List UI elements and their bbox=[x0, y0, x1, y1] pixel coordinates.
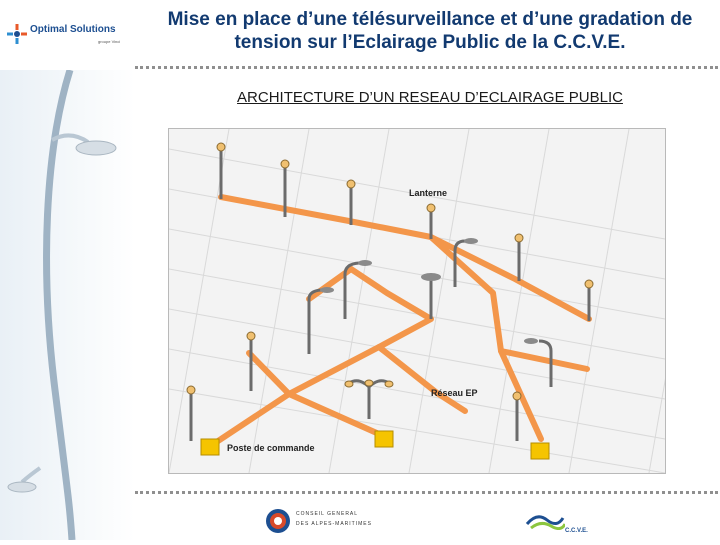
cg-line-2: DES ALPES-MARITIMES bbox=[296, 521, 372, 527]
control-cabinet bbox=[375, 431, 393, 447]
street-lamp-illustration bbox=[0, 70, 135, 540]
control-cabinet bbox=[531, 443, 549, 459]
cg-line-1: CONSEIL GENERAL bbox=[296, 511, 359, 517]
section-subtitle: ARCHITECTURE D’UN RESEAU D’ECLAIRAGE PUBLIC bbox=[237, 89, 623, 106]
network-diagram bbox=[168, 128, 666, 474]
label-poste-commande: Poste de commande bbox=[227, 443, 315, 453]
title-line-2: tension sur l’Eclairage Public de la C.C.V.E. bbox=[234, 32, 626, 53]
lamp-post-triple bbox=[345, 380, 393, 419]
network-diagram-svg bbox=[169, 129, 665, 473]
lamp-post bbox=[515, 234, 523, 281]
ccve-logo bbox=[525, 506, 600, 536]
cable-network bbox=[209, 197, 589, 447]
optimal-solutions-logo bbox=[6, 20, 131, 52]
cg-emblem-icon bbox=[264, 507, 292, 535]
title-line-1: Mise en place d’une télésurveillance et d’une gradation de bbox=[167, 9, 693, 30]
label-reseau-ep: Réseau EP bbox=[431, 388, 478, 398]
decorative-sidebar bbox=[0, 70, 135, 540]
label-lanterne: Lanterne bbox=[409, 188, 448, 198]
logo-subtext: groupe Vinci bbox=[98, 39, 121, 44]
lamp-post bbox=[187, 386, 195, 441]
lamp-post bbox=[513, 392, 521, 441]
control-cabinet bbox=[201, 439, 219, 455]
logo-text: Optimal Solutions bbox=[30, 24, 116, 35]
ccve-wave-icon bbox=[525, 508, 565, 530]
logo-mark-icon bbox=[6, 23, 28, 45]
conseil-general-logo bbox=[262, 505, 382, 537]
bottom-divider bbox=[135, 491, 718, 494]
ccve-text: C.C.V.E. bbox=[565, 528, 588, 534]
page-title bbox=[140, 8, 720, 54]
top-divider bbox=[135, 66, 718, 69]
